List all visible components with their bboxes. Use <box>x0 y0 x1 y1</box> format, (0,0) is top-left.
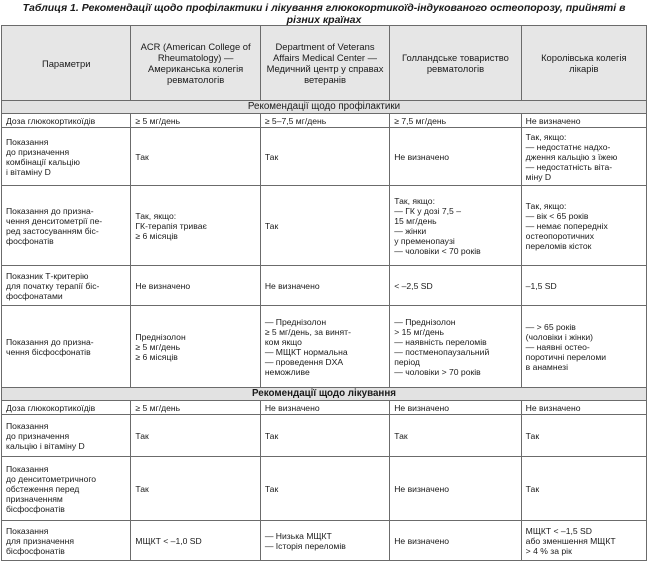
value-cell: Не визначено <box>521 401 646 415</box>
parameter-cell: Показання до призначення кальцію і вітаміну D <box>2 415 131 457</box>
section-header-row <box>2 101 647 114</box>
value-cell: Так, якщо: — ГК у дозі 7,5 – 15 мг/день — жінки у пременопаузі — чоловіки < 70 років <box>390 186 521 266</box>
parameter-cell: Показник Т-критерію для початку терапії біс- фосфонатами <box>2 266 131 306</box>
value-cell: –1,5 SD <box>521 266 646 306</box>
value-cell: Не визначено <box>131 266 260 306</box>
section-title: Рекомендації щодо профілактики <box>2 101 647 114</box>
value-cell: — Низька МЩКТ — Історія переломів <box>260 521 389 561</box>
value-cell: Не визначено <box>390 401 521 415</box>
value-cell: — Преднізолон > 15 мг/день — наявність переломів — постменопаузальний період — чоловіки > 70 років <box>390 306 521 388</box>
value-cell: Так <box>260 186 389 266</box>
header-veterans: Department of Veterans Affairs Medical Center — Медичний центр у справах ветеранів <box>260 26 389 101</box>
value-cell: Не визначено <box>390 521 521 561</box>
value-cell: Так, якщо: ГК-терапія триває ≥ 6 місяців <box>131 186 260 266</box>
value-cell: Так <box>390 415 521 457</box>
value-cell: Не визначено <box>390 457 521 521</box>
value-cell: Так <box>260 128 389 186</box>
header-dutch: Голландське товариство ревматологів <box>390 26 521 101</box>
table-caption: Таблиця 1. Рекомендації щодо профілактики і лікування глюкокортикоїд-індукованого остеопорозу, прийняті в різних країнах <box>22 2 626 26</box>
value-cell: ≥ 5 мг/день <box>131 114 260 128</box>
table-row <box>2 457 647 521</box>
header-royal-college: Королівська колегія лікарів <box>521 26 646 101</box>
value-cell: Не визначено <box>260 401 389 415</box>
table-header-row <box>2 26 647 101</box>
section-header-row <box>2 388 647 401</box>
parameter-cell: Доза глюкокортикоїдів <box>2 401 131 415</box>
value-cell: Так <box>260 457 389 521</box>
value-cell: Так <box>131 457 260 521</box>
parameter-cell: Показання до призна- чення бісфосфонатів <box>2 306 131 388</box>
value-cell: Так, якщо: — вік < 65 років — немає попередніх остеопоротичних переломів кісток <box>521 186 646 266</box>
value-cell: Так <box>260 415 389 457</box>
value-cell: Так, якщо: — недостатнє надхо- дження кальцію з їжею — недостатність віта- міну D <box>521 128 646 186</box>
table-row <box>2 186 647 266</box>
value-cell: < –2,5 SD <box>390 266 521 306</box>
value-cell: Не визначено <box>260 266 389 306</box>
parameter-cell: Показання до призна- чення денситометрії пе- ред застосуванням біс- фосфонатів <box>2 186 131 266</box>
parameter-cell: Показання для призначення бісфосфонатів <box>2 521 131 561</box>
table-body <box>2 101 647 561</box>
value-cell: Так <box>131 415 260 457</box>
table-row <box>2 306 647 388</box>
section-title: Рекомендації щодо лікування <box>2 388 647 401</box>
parameter-cell: Показання до денситометричного обстеження перед призначенням бісфосфонатів <box>2 457 131 521</box>
value-cell: — Преднізолон ≥ 5 мг/день, за винят- ком якщо — МЩКТ нормальна — проведення DXA неможливе <box>260 306 389 388</box>
recommendations-table <box>1 25 647 561</box>
value-cell: ≥ 5–7,5 мг/день <box>260 114 389 128</box>
header-parameters: Параметри <box>2 26 131 101</box>
table-row <box>2 521 647 561</box>
parameter-cell: Доза глюкокортикоїдів <box>2 114 131 128</box>
value-cell: МЩКТ < –1,5 SD або зменшення МЩКТ > 4 % за рік <box>521 521 646 561</box>
table-row <box>2 114 647 128</box>
table-row <box>2 401 647 415</box>
value-cell: Не визначено <box>390 128 521 186</box>
value-cell: ≥ 5 мг/день <box>131 401 260 415</box>
value-cell: — > 65 років (чоловіки і жінки) — наявні остео- поротичні переломи в анамнезі <box>521 306 646 388</box>
table-row <box>2 266 647 306</box>
value-cell: Преднізолон ≥ 5 мг/день ≥ 6 місяців <box>131 306 260 388</box>
value-cell: Не визначено <box>521 114 646 128</box>
value-cell: Так <box>131 128 260 186</box>
table-row <box>2 415 647 457</box>
parameter-cell: Показання до призначення комбінації кальцію і вітаміну D <box>2 128 131 186</box>
value-cell: Так <box>521 457 646 521</box>
value-cell: Так <box>521 415 646 457</box>
table-row <box>2 128 647 186</box>
header-acr: ACR (American College of Rheumatology) — Американська колегія ревматологів <box>131 26 260 101</box>
value-cell: МЩКТ < –1,0 SD <box>131 521 260 561</box>
value-cell: ≥ 7,5 мг/день <box>390 114 521 128</box>
